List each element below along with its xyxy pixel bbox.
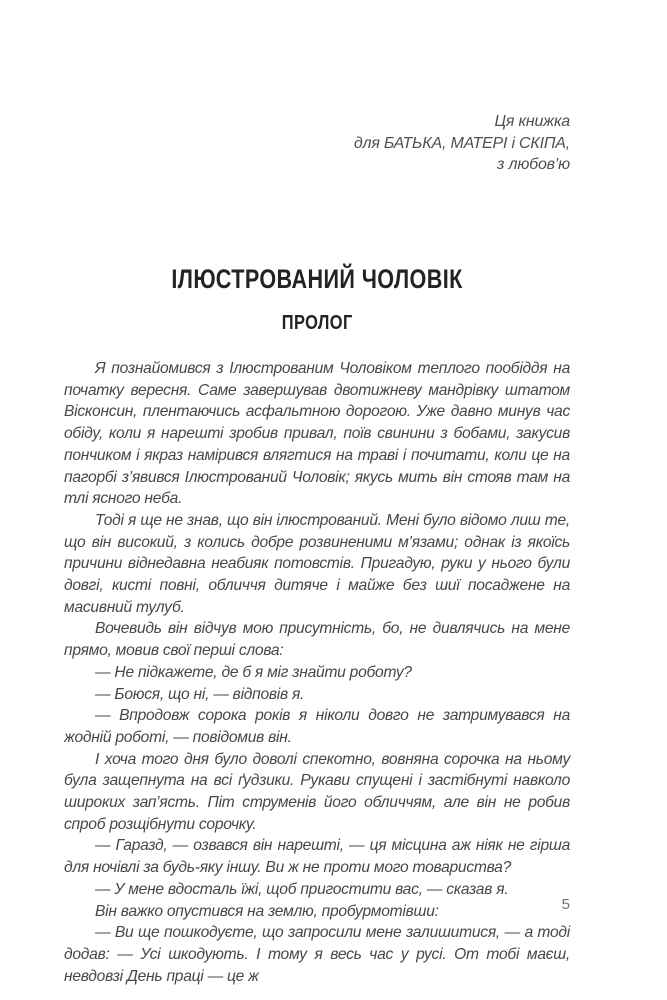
body-paragraph: Тоді я ще не знав, що він ілюстрований. Мені було відомо лиш те, що він високий, з колись добре розвиненими м’язами; однак із якоїсь причини віднедавна неабияк потовстів. Пригадую, руки у нього були довгі, кисті повні, обличчя дитяче і майже без шиї посаджене на масивний тулуб. — [64, 511, 570, 616]
page-number: 5 — [561, 896, 570, 913]
dialogue-paragraph: — У мене вдосталь їжі, щоб пригостити вас, — сказав я. — [95, 880, 509, 898]
dialogue-paragraph: — Ви ще пошкодуєте, що запросили мене залишитися, — а тоді додав: — Усі шкодують. І тому я весь час у русі. От тобі маєш, невдовзі День праці — це ж — [64, 924, 570, 985]
dialogue-paragraph: — Впродовж сорока років я ніколи довго не затримувався на жодній роботі, — повідомив він. — [64, 707, 570, 746]
body-paragraph: Вочевидь він відчув мою присутність, бо, не дивлячись на мене прямо, мовив свої перші слова: — [64, 620, 570, 660]
dedication-line: для БАТЬКА, МАТЕРІ і СКІПА, — [353, 134, 570, 152]
dedication-line: Ця книжка — [494, 113, 570, 130]
section-subtitle — [64, 312, 570, 335]
dialogue-paragraph: — Боюся, що ні, — відповів я. — [95, 685, 305, 703]
body-paragraph: І хоча того дня було доволі спекотно, вовняна сорочка на ньому була защепнута на всі ґудзики. Рукави спущені і застібнуті навколо широких зап’ясть. Піт струменів його обличчям, але він не робив спроб розщібнути сорочку. — [64, 750, 570, 833]
content-column — [64, 0, 570, 1000]
body-paragraph: Він важко опустився на землю, пробурмотівши: — [95, 902, 439, 920]
body-text — [64, 358, 570, 987]
dialogue-paragraph: — Не підкажете, де б я міг знайти роботу? — [95, 663, 412, 681]
dialogue-paragraph: — Гаразд, — озвався він нарешті, — ця місцина аж ніяк не гірша для ночівлі за будь-яку іншу. Ви ж не проти мого товариства? — [64, 837, 570, 877]
section-subtitle-text: ПРОЛОГ — [281, 312, 353, 334]
body-paragraph: Я познайомився з Ілюстрованим Чоловіком теплого пообіддя на початку вересня. Саме завершував двотижневу мандрівку штатом Вісконсин, плентаючись асфальтною дорогою. Уже давно минув час обіду, коли я нарешті зробив привал, поїв свинини з бобами, закусив пончиком і якраз намірився влягтися на траві і почитати, коли це на пагорбі з’явився Ілюстрований Чоловік; якусь мить він стояв там на тлі ясного неба. — [64, 360, 570, 508]
dedication — [64, 111, 570, 176]
chapter-title — [64, 264, 570, 295]
chapter-title-text: ІЛЮСТРОВАНИЙ ЧОЛОВІК — [171, 264, 463, 294]
dedication-line: з любов’ю — [497, 156, 570, 173]
